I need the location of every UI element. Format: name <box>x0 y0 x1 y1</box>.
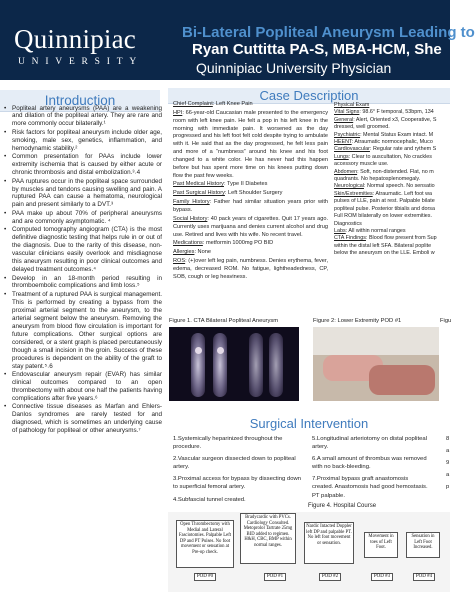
exam-label: Psychiatric <box>334 131 361 138</box>
surgical-step-fragment: a <box>446 472 450 479</box>
intro-bullet: • Risk factors for popliteal aneurysm include older age, smoking, male sex, genetics, inflammation, and hemodynamic stability.² <box>2 129 162 153</box>
exam-line <box>334 117 450 124</box>
cta-leg-right <box>213 333 227 397</box>
case-field <box>173 110 328 181</box>
case-field <box>173 101 328 109</box>
exam-label: Lungs <box>334 153 349 160</box>
exam-line <box>334 250 450 257</box>
exam-text: quadrants. No hepatosplenomegaly. <box>334 176 421 183</box>
exam-text: dressed, well groomed. <box>334 124 390 131</box>
timeline-event-box: Open Thrombectomy with Medial and Lateral Fasciotomies. Palpable Left DP and PT Pulses. No foot movement or sensation at Pre-op check. <box>176 520 234 568</box>
surgical-step-fragment: a <box>446 448 450 455</box>
case-field-label: Allergies <box>173 249 195 256</box>
cta-image <box>169 327 299 401</box>
exam-label: General <box>334 116 354 123</box>
surgical-step: 5.Longitudinal arteriotomy on distal popliteal artery. <box>312 436 427 451</box>
exam-text: : 98.6° F temporal, 53bpm, 134 <box>359 109 434 116</box>
exam-label: Cardiovascular <box>334 146 370 153</box>
exam-label: Neurological <box>334 183 364 190</box>
timeline-event-box: Nardic Intacted Doppler left DP and palpable PT. No left foot movement or sensation. <box>304 522 354 564</box>
timeline-pod-label: POD #3 <box>371 573 393 581</box>
poster-title: Bi-Lateral Popliteal Aneurysm Leading to <box>182 24 475 41</box>
exam-text: : Clear to auscultation, No crackles <box>348 153 432 160</box>
exam-text: within the distal left SFA. Bilateral poplite <box>334 242 432 249</box>
timeline-event-box: Bradycardic with PVCs. Cardiology Consulted. Metoprolol Tartrate 25mg BID added to regimen. H&H, CBC, BMP within normal ranges. <box>240 513 296 564</box>
surgical-step: 7.Proximal bypass graft anastomosis created. Anastomosis had good hemostasis. PT palpable. <box>312 476 428 499</box>
case-field-label: Medications <box>173 240 203 247</box>
exam-text: : Mental Status Exam intact. M <box>360 131 434 138</box>
logo-subtitle: UNIVERSITY <box>18 57 143 67</box>
timeline-event-box: Movement in toes of Left Foot. <box>364 532 398 558</box>
exam-line <box>334 221 450 228</box>
exam-text: : Alert, Oriented x3, Cooperative, S <box>353 116 437 123</box>
case-history-column <box>173 101 328 283</box>
exam-label: Physical Exam <box>334 102 370 108</box>
case-field-text: : Left Shoulder Surgery <box>224 190 283 197</box>
case-field <box>173 240 328 248</box>
exam-line <box>334 213 450 220</box>
exam-text: : Regular rate and rythem S <box>369 146 437 153</box>
figure-3 <box>440 317 450 403</box>
cta-aneurysm-left <box>195 347 202 354</box>
figure-1-caption: Figure 1. CTA Bilateral Popliteal Aneurysm <box>169 318 279 324</box>
timeline-pod-label: POD #4 <box>413 573 435 581</box>
exam-line <box>334 243 450 250</box>
exam-line <box>334 235 450 242</box>
poster-title-block <box>182 24 475 77</box>
exam-line <box>334 124 450 131</box>
exam-text: below the aneurysm on the LLE. Emboli w <box>334 250 435 257</box>
case-field <box>173 199 328 215</box>
case-field-label: HPI <box>173 109 183 116</box>
exam-line <box>334 161 450 168</box>
intro-bullet: • PAA make up about 70% of peripheral aneurysms and are commonly asymptomatic. ⁴ <box>2 210 162 226</box>
poster-authors: Ryan Cuttitta PA-S, MBA-HCM, She <box>192 41 442 58</box>
surgical-step: 1.Systemically heparinized throughout the procedure. <box>173 436 283 451</box>
case-field-text: : Left Knee Pain <box>212 101 253 107</box>
case-field <box>173 190 328 198</box>
exam-text: accessory muscle use. <box>334 161 389 168</box>
exam-line <box>334 183 450 190</box>
exam-text: : All within normal ranges <box>345 227 406 234</box>
exam-text: : Atraumatic. Left foot wa <box>372 190 432 197</box>
case-field-label: Chief Complaint <box>173 101 213 107</box>
case-field-text: : Father had similar situation years prior with bypass. <box>173 199 328 213</box>
timeline-event-box: Sensation in Left Foot Increased. <box>406 532 440 558</box>
figure-3-caption: Figu <box>440 318 452 324</box>
exam-text: Full ROM bilaterally on lower extremities. <box>334 213 432 220</box>
case-field <box>173 216 328 240</box>
surgical-step-fragment: p <box>446 484 450 491</box>
exam-label: Skin/Extremities <box>334 190 373 197</box>
exam-line <box>334 139 450 146</box>
exam-line <box>334 146 450 153</box>
case-field-label: Family History <box>173 199 210 206</box>
case-field-text: : 40 pack years of cigarettes. Quit 17 years ago. Currently uses marijuana and denies current alcohol and drug use. Retired and lives with his wife. No recent travel. <box>173 215 328 238</box>
surgical-steps-column-3 <box>446 435 450 495</box>
exam-line <box>334 132 450 139</box>
photo-background <box>313 327 439 355</box>
poster-header <box>0 0 475 80</box>
intro-bullet: • Develop in an 18-month period resulting in thromboembolic complications and limb loss.⁵ <box>2 275 162 291</box>
exam-line <box>334 206 450 213</box>
case-field-text: : metformin 1000mg PO BID <box>202 240 274 247</box>
figure-4-caption: Figure 4. Hospital Course <box>308 503 377 509</box>
case-field <box>173 258 328 282</box>
exam-text: : Normal speech. No sensatio <box>363 183 435 190</box>
case-field-text: : Type II Diabetes <box>223 181 268 188</box>
exam-line <box>334 176 450 183</box>
case-field-label: Past Medical History <box>173 181 224 188</box>
surgical-intervention-title: Surgical Intervention <box>249 416 369 431</box>
intro-bullet: • Endovascular aneurysm repair (EVAR) has similar clinical outcomes compared to an open thrombectomy with about one half the patients having complications after five years.⁶ <box>2 371 162 403</box>
exam-text: : Blood flow present from Sup <box>365 235 437 242</box>
surgical-step: 4.Subfascial tunnel created. <box>173 496 246 503</box>
surgical-steps-column-2 <box>312 435 430 504</box>
case-field-text: : (+)over left leg pain, numbness. Denies erythema, fever, edema, decreased ROM. No fatigue, lightheadedness, CP, SOB, cough or leg heaviness. <box>173 258 328 280</box>
exam-label: Labs <box>334 227 346 234</box>
surgical-step-fragment: 9 <box>446 460 450 467</box>
timeline-pod-label: POD #0 <box>194 573 216 581</box>
exam-label: Abdomen <box>334 168 358 175</box>
intro-bullet: • PAA ruptures occur in the popliteal space surrounded by muscles and tendons causing swelling and pain. A ruptured PAA can cause a hematoma, neurological pain and present similarly to a DVT.³ <box>2 178 162 210</box>
case-field-label: Social History <box>173 215 208 222</box>
surgical-steps-column-1 <box>173 435 303 508</box>
exam-line <box>334 154 450 161</box>
exam-line <box>334 191 450 198</box>
figure-1 <box>169 317 309 403</box>
intro-bullet: • Connective tissue diseases as Marfan and Ehlers-Danlos syndromes are rarely tested for and diagnosed, which is sometimes an underlying cause of pathology for popliteal or other aneurysms.⁷ <box>2 403 162 435</box>
figure-2-caption: Figure 2: Lower Extremity POD #1 <box>313 318 402 324</box>
surgical-step: 2.Vascular surgeon dissected down to popliteal artery. <box>173 456 296 471</box>
cta-leg-detail-right <box>269 333 283 397</box>
cta-leg-detail-left <box>249 333 263 397</box>
introduction-title: Introduction <box>44 93 116 108</box>
logo-wordmark: Quinnipiac <box>14 24 136 54</box>
intro-bullet: • Computed tomography angiogram (CTA) is the most definitive diagnostic testing that helps rule in or out of the diagnosis. Due to the rarity of this disease, non-vascular clinicians easily overlook and misdiagnose this aneurysm resulting in poor clinical outcomes and delayed treatment outcomes.⁴ <box>2 226 162 274</box>
case-field-text: : 66-year-old Caucasian male presented to the emergency room with left knee pain. He felt a pop in his left knee in the morning with immediate pain. It worsened as the day progressed and his left foot felt cold despite trying to ambulate with it. He said that as the day progressed, he felt less pain and more of a “numbness” around his knee and his foot changed to a white color. He has never had this happen before but has spent more time on his knees putting down flow the past few weeks. <box>173 109 328 179</box>
cta-leg-left <box>191 333 205 397</box>
exam-text: popliteal pulse. Posterior tibialis and dorsa <box>334 205 435 212</box>
exam-label: Vital Signs <box>334 109 360 116</box>
exam-line <box>334 169 450 176</box>
exam-label: HEENT <box>334 139 352 146</box>
intro-bullet: • Popliteal artery aneurysms (PAA) are a weakening and dilation of the popliteal artery. They are rare and more commonly occur bilaterally.¹ <box>2 105 162 129</box>
exam-text: : Soft, non-distended. Flat, no m <box>357 168 434 175</box>
intro-bullet: • Common presentation for PAAs include lower extremity ischemia that is caused by either acute or chronic thrombosis and distal embolization.³˒4 <box>2 153 162 177</box>
poster-affiliation: Quinnipiac University Physician <box>196 60 392 76</box>
surgical-step: 6.A small amount of thrombus was removed with no back-bleeding. <box>312 456 427 471</box>
case-description-title: Case Description <box>259 88 359 103</box>
photo-leg-right <box>369 365 435 395</box>
hospital-course-timeline <box>168 512 450 592</box>
cta-aneurysm-right <box>217 347 224 354</box>
exam-line <box>334 102 450 109</box>
exam-text: pulses of LLE, pain at rest. Palpable bilate <box>334 198 435 205</box>
surgical-step: 3.Proximal access for bypass by dissecting down to superficial femoral artery. <box>173 476 302 491</box>
introduction-list <box>2 104 162 435</box>
case-field-label: Past Surgical History <box>173 190 225 197</box>
case-field-text: : None <box>194 249 211 256</box>
lower-extremity-photo <box>313 327 439 401</box>
case-exam-column <box>334 102 450 320</box>
exam-text: : Atraumatic normocephalic, Muco <box>351 139 433 146</box>
case-field <box>173 181 328 189</box>
timeline-pod-label: POD #2 <box>319 573 341 581</box>
case-field <box>173 249 328 257</box>
university-logo <box>14 26 164 68</box>
intro-bullet: • Treatment of a ruptured PAA is surgical management. This is performed by creating a bypass from the proximal arterial segment to the aneurysm, to the arterial segment below the aneurysm. Removing the aneurysm from blood flow circulation is important for future complications. Other surgical options are considered, or a stent graph is placed percutaneously though a small incision in the groin. Success of these procedures is dependent on the ability of the graft to stay patent.⁵˒6 <box>2 291 162 371</box>
exam-label: CTA Findings <box>334 235 366 242</box>
exam-line <box>334 109 450 116</box>
timeline-pod-label: POD #1 <box>264 573 286 581</box>
surgical-step-fragment: 8 <box>446 436 450 442</box>
figure-2 <box>313 317 443 403</box>
exam-line <box>334 228 450 235</box>
exam-line <box>334 198 450 205</box>
case-field-label: ROS <box>173 258 186 265</box>
exam-text: Diagnostics <box>334 220 362 227</box>
